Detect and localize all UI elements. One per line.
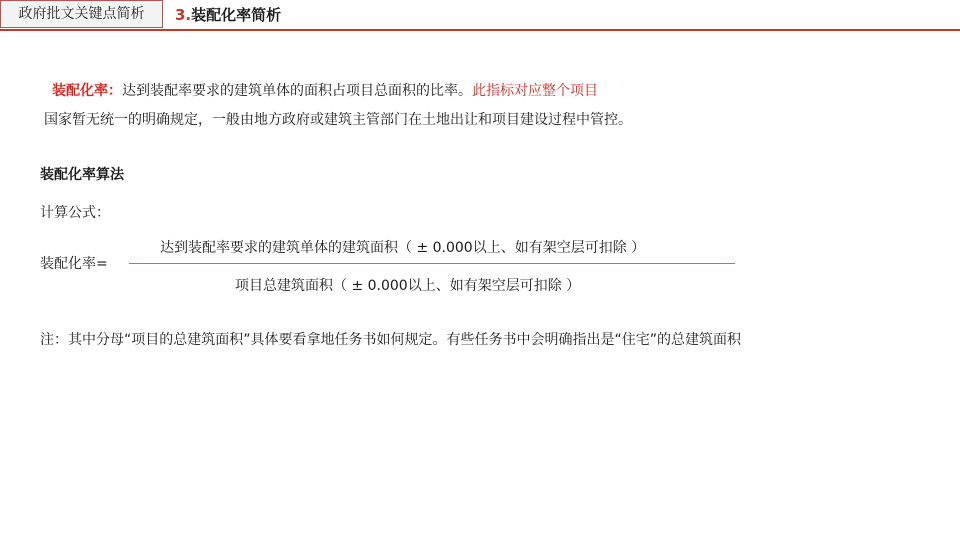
definition-highlight: 此指标对应整个项目 [472,83,598,99]
formula-numerator: 达到装配率要求的建筑单体的建筑面积（ ± 0.000以上、如有架空层可扣除 ） [160,240,646,256]
section-tab[interactable]: 政府批文关键点简析 [0,0,163,28]
algorithm-heading: 装配化率算法 [40,167,124,183]
definition-colon: ： [108,83,122,99]
formula-label: 计算公式： [40,205,110,221]
definition-line-2: 国家暂无统一的明确规定，一般由地方政府或建筑主管部门在土地出让和项目建设过程中管控。 [44,112,632,128]
note-text: 注：其中分母“项目的总建筑面积”具体要看拿地任务书如何规定。有些任务书中会明确指出是“住宅”的总建筑面积 [40,332,742,348]
fraction-bar [129,263,735,264]
formula-lhs: 装配化率= [40,256,108,272]
formula-denominator: 项目总建筑面积（ ± 0.000以上、如有架空层可扣除 ） [235,278,581,294]
header-divider [0,29,960,31]
page-title [175,4,281,25]
header [0,0,960,32]
title-number: 3. [175,6,192,24]
definition-line-1 [52,80,598,100]
title-text: 装配化率简析 [191,6,282,24]
definition-term: 装配化率 [52,83,108,99]
definition-text: 达到装配率要求的建筑单体的面积占项目总面积的比率。 [122,83,472,99]
